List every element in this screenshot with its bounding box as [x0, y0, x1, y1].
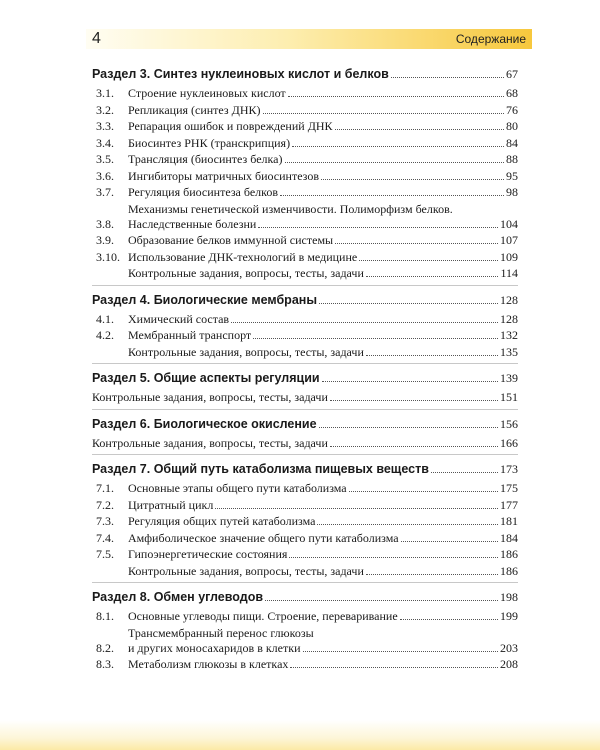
toc-entry[interactable]: [92, 152, 518, 167]
entry-title: Образование белков иммунной системы: [128, 233, 334, 247]
entry-title-cont: Наследственные болезни: [128, 216, 257, 231]
entry-page: 186: [500, 547, 518, 561]
entry-page: 95: [506, 168, 518, 183]
entry-number: 7.1.: [96, 481, 114, 495]
toc-entry[interactable]: [92, 609, 518, 624]
leader-dots: [330, 400, 498, 401]
entry-title-cont: и других моносахаридов в клетки: [128, 640, 301, 655]
table-of-contents: [92, 60, 518, 680]
toc-entry[interactable]: [92, 531, 518, 546]
section-title: Раздел 5. Общие аспекты регуляции: [92, 371, 320, 385]
entry-page: 88: [506, 152, 518, 166]
toc-entry[interactable]: [92, 547, 518, 562]
leader-dots: [319, 303, 498, 304]
entry-page: 203: [500, 640, 518, 655]
entry-number: 7.4.: [96, 530, 114, 545]
entry-title: Репарация ошибок и повреждений ДНК: [128, 119, 333, 133]
leader-dots: [317, 524, 498, 525]
entry-title: Контрольные задания, вопросы, тесты, задачи: [92, 435, 328, 450]
toc-entry[interactable]: [92, 390, 518, 405]
leader-dots: [366, 355, 498, 356]
entry-number: 3.3.: [96, 119, 114, 133]
entry-number: 3.5.: [96, 152, 114, 166]
entry-page: 80: [506, 119, 518, 133]
entry-title: Механизмы генетической изменчивости. Полиморфизм белков.: [128, 201, 453, 216]
entry-title: Регуляция биосинтеза белков: [128, 185, 279, 199]
section-page: 198: [500, 590, 518, 604]
entry-title: Амфиболическое значение общего пути катаболизма: [128, 530, 399, 545]
entry-number: 7.3.: [96, 514, 114, 528]
leader-dots: [330, 446, 498, 447]
entry-number: 8.1.: [96, 609, 114, 623]
toc-section: [92, 292, 518, 365]
toc-entry[interactable]: [92, 266, 518, 281]
leader-dots: [215, 508, 498, 509]
entry-title: Репликация (синтез ДНК): [128, 102, 261, 117]
entry-title: Биосинтез РНК (транскрипция): [128, 135, 291, 150]
section-heading[interactable]: [92, 589, 518, 605]
entry-title: Химический состав: [128, 311, 230, 326]
running-title: Содержание: [455, 32, 526, 46]
entry-number: 3.1.: [96, 86, 114, 100]
entry-title: Цитратный цикл: [128, 497, 214, 512]
toc-entry[interactable]: [92, 498, 518, 513]
entry-page: 199: [500, 609, 518, 623]
toc-section: [92, 461, 518, 583]
toc-entry[interactable]: [92, 202, 518, 232]
toc-entry[interactable]: [92, 626, 518, 656]
section-page: 139: [500, 371, 518, 385]
leader-dots: [321, 179, 504, 180]
entry-title: Основные этапы общего пути катаболизма: [128, 481, 347, 495]
toc-entry[interactable]: [92, 345, 518, 360]
toc-entry[interactable]: [92, 185, 518, 200]
toc-entry[interactable]: [92, 514, 518, 529]
section-heading[interactable]: [92, 461, 518, 477]
leader-dots: [265, 600, 498, 601]
entry-number: 3.2.: [96, 102, 114, 117]
toc-entry[interactable]: [92, 233, 518, 248]
entry-number: 3.6.: [96, 168, 114, 183]
entry-page: 104: [500, 216, 518, 231]
entry-page: 135: [500, 344, 518, 359]
leader-dots: [366, 574, 498, 575]
leader-dots: [288, 96, 504, 97]
toc-entry[interactable]: [92, 436, 518, 451]
entry-number: 8.3.: [96, 657, 114, 671]
toc-entry[interactable]: [92, 250, 518, 265]
leader-dots: [335, 243, 498, 244]
entry-title: Строение нуклеиновых кислот: [128, 86, 286, 100]
entry-number: 3.7.: [96, 185, 114, 199]
entry-number: 3.9.: [96, 233, 114, 247]
entry-title: Контрольные задания, вопросы, тесты, задачи: [92, 390, 328, 404]
entry-page: 151: [500, 390, 518, 404]
toc-entry[interactable]: [92, 481, 518, 496]
toc-section: [92, 66, 518, 286]
leader-dots: [303, 651, 499, 652]
leader-dots: [292, 146, 504, 147]
leader-dots: [253, 338, 498, 339]
section-heading[interactable]: [92, 416, 518, 432]
toc-entry[interactable]: [92, 657, 518, 672]
entry-title: Мембранный транспорт: [128, 328, 252, 342]
entry-title: Контрольные задания, вопросы, тесты, задачи: [128, 563, 364, 578]
footer-band: [0, 720, 600, 750]
toc-entry[interactable]: [92, 136, 518, 151]
section-page: 67: [506, 67, 518, 81]
toc-section: [92, 416, 518, 456]
leader-dots: [285, 162, 505, 163]
entry-page: 181: [500, 514, 518, 528]
entry-number: 7.2.: [96, 497, 114, 512]
toc-section: [92, 370, 518, 410]
entry-page: 98: [506, 185, 518, 199]
entry-page: 114: [500, 266, 518, 280]
section-title: Раздел 4. Биологические мембраны: [92, 292, 317, 307]
entry-page: 166: [500, 435, 518, 450]
entry-page: 68: [506, 86, 518, 100]
entry-page: 208: [500, 657, 518, 671]
section-title: Раздел 8. Обмен углеводов: [92, 590, 264, 604]
entry-number: 4.2.: [96, 328, 114, 342]
leader-dots: [258, 227, 498, 228]
section-title: Раздел 7. Общий путь катаболизма пищевых веществ: [92, 462, 429, 476]
leader-dots: [319, 427, 498, 428]
toc-entry[interactable]: [92, 328, 518, 343]
toc-entry[interactable]: [92, 119, 518, 134]
section-title: Раздел 3. Синтез нуклеиновых кислот и белков: [92, 67, 389, 81]
entry-number: 8.2.: [96, 640, 114, 655]
entry-page: 177: [500, 497, 518, 512]
leader-dots: [391, 77, 504, 78]
section-heading[interactable]: [92, 370, 518, 386]
entry-number: 3.4.: [96, 135, 114, 150]
entry-title: Метаболизм глюкозы в клетках: [128, 657, 289, 671]
entry-title: Трансляция (биосинтез белка): [128, 152, 283, 166]
entry-number: 3.8.: [96, 216, 114, 231]
leader-dots: [400, 619, 498, 620]
entry-number: 7.5.: [96, 547, 114, 561]
entry-title: Контрольные задания, вопросы, тесты, задачи: [128, 266, 364, 280]
toc-entry[interactable]: [92, 564, 518, 579]
leader-dots: [322, 381, 498, 382]
entry-title: Трансмембранный перенос глюкозы: [128, 625, 314, 640]
section-heading[interactable]: [92, 292, 518, 308]
leader-dots: [366, 276, 499, 277]
leader-dots: [431, 472, 498, 473]
entry-page: 186: [500, 563, 518, 578]
entry-title: Контрольные задания, вопросы, тесты, задачи: [128, 344, 364, 359]
entry-page: 175: [500, 481, 518, 495]
leader-dots: [335, 129, 504, 130]
section-title: Раздел 6. Биологическое окисление: [92, 416, 317, 431]
entry-title: Основные углеводы пищи. Строение, переваривание: [128, 609, 398, 623]
toc-entry[interactable]: [92, 103, 518, 118]
section-page: 128: [500, 292, 518, 307]
leader-dots: [349, 491, 498, 492]
toc-entry[interactable]: [92, 86, 518, 101]
entry-page: 132: [500, 328, 518, 342]
entry-page: 109: [500, 249, 518, 264]
leader-dots: [263, 113, 505, 114]
leader-dots: [401, 541, 498, 542]
entry-page: 128: [500, 311, 518, 326]
leader-dots: [289, 557, 498, 558]
section-heading[interactable]: [92, 66, 518, 82]
entry-page: 84: [506, 135, 518, 150]
section-page: 173: [500, 462, 518, 476]
toc-entry[interactable]: [92, 312, 518, 327]
section-page: 156: [500, 416, 518, 431]
entry-title: Гипоэнергетические состояния: [128, 547, 288, 561]
page-number: 4: [92, 30, 101, 47]
entry-page: 184: [500, 530, 518, 545]
entry-title: Использование ДНК-технологий в медицине: [128, 249, 358, 264]
entry-page: 107: [500, 233, 518, 247]
leader-dots: [290, 667, 498, 668]
entry-page: 76: [506, 102, 518, 117]
entry-number: 4.1.: [96, 311, 114, 326]
toc-section: [92, 589, 518, 676]
entry-number: 3.10.: [96, 249, 120, 264]
leader-dots: [231, 322, 498, 323]
leader-dots: [280, 195, 504, 196]
entry-title: Ингибиторы матричных биосинтезов: [128, 168, 320, 183]
leader-dots: [359, 260, 498, 261]
toc-entry[interactable]: [92, 169, 518, 184]
entry-title: Регуляция общих путей катаболизма: [128, 514, 316, 528]
